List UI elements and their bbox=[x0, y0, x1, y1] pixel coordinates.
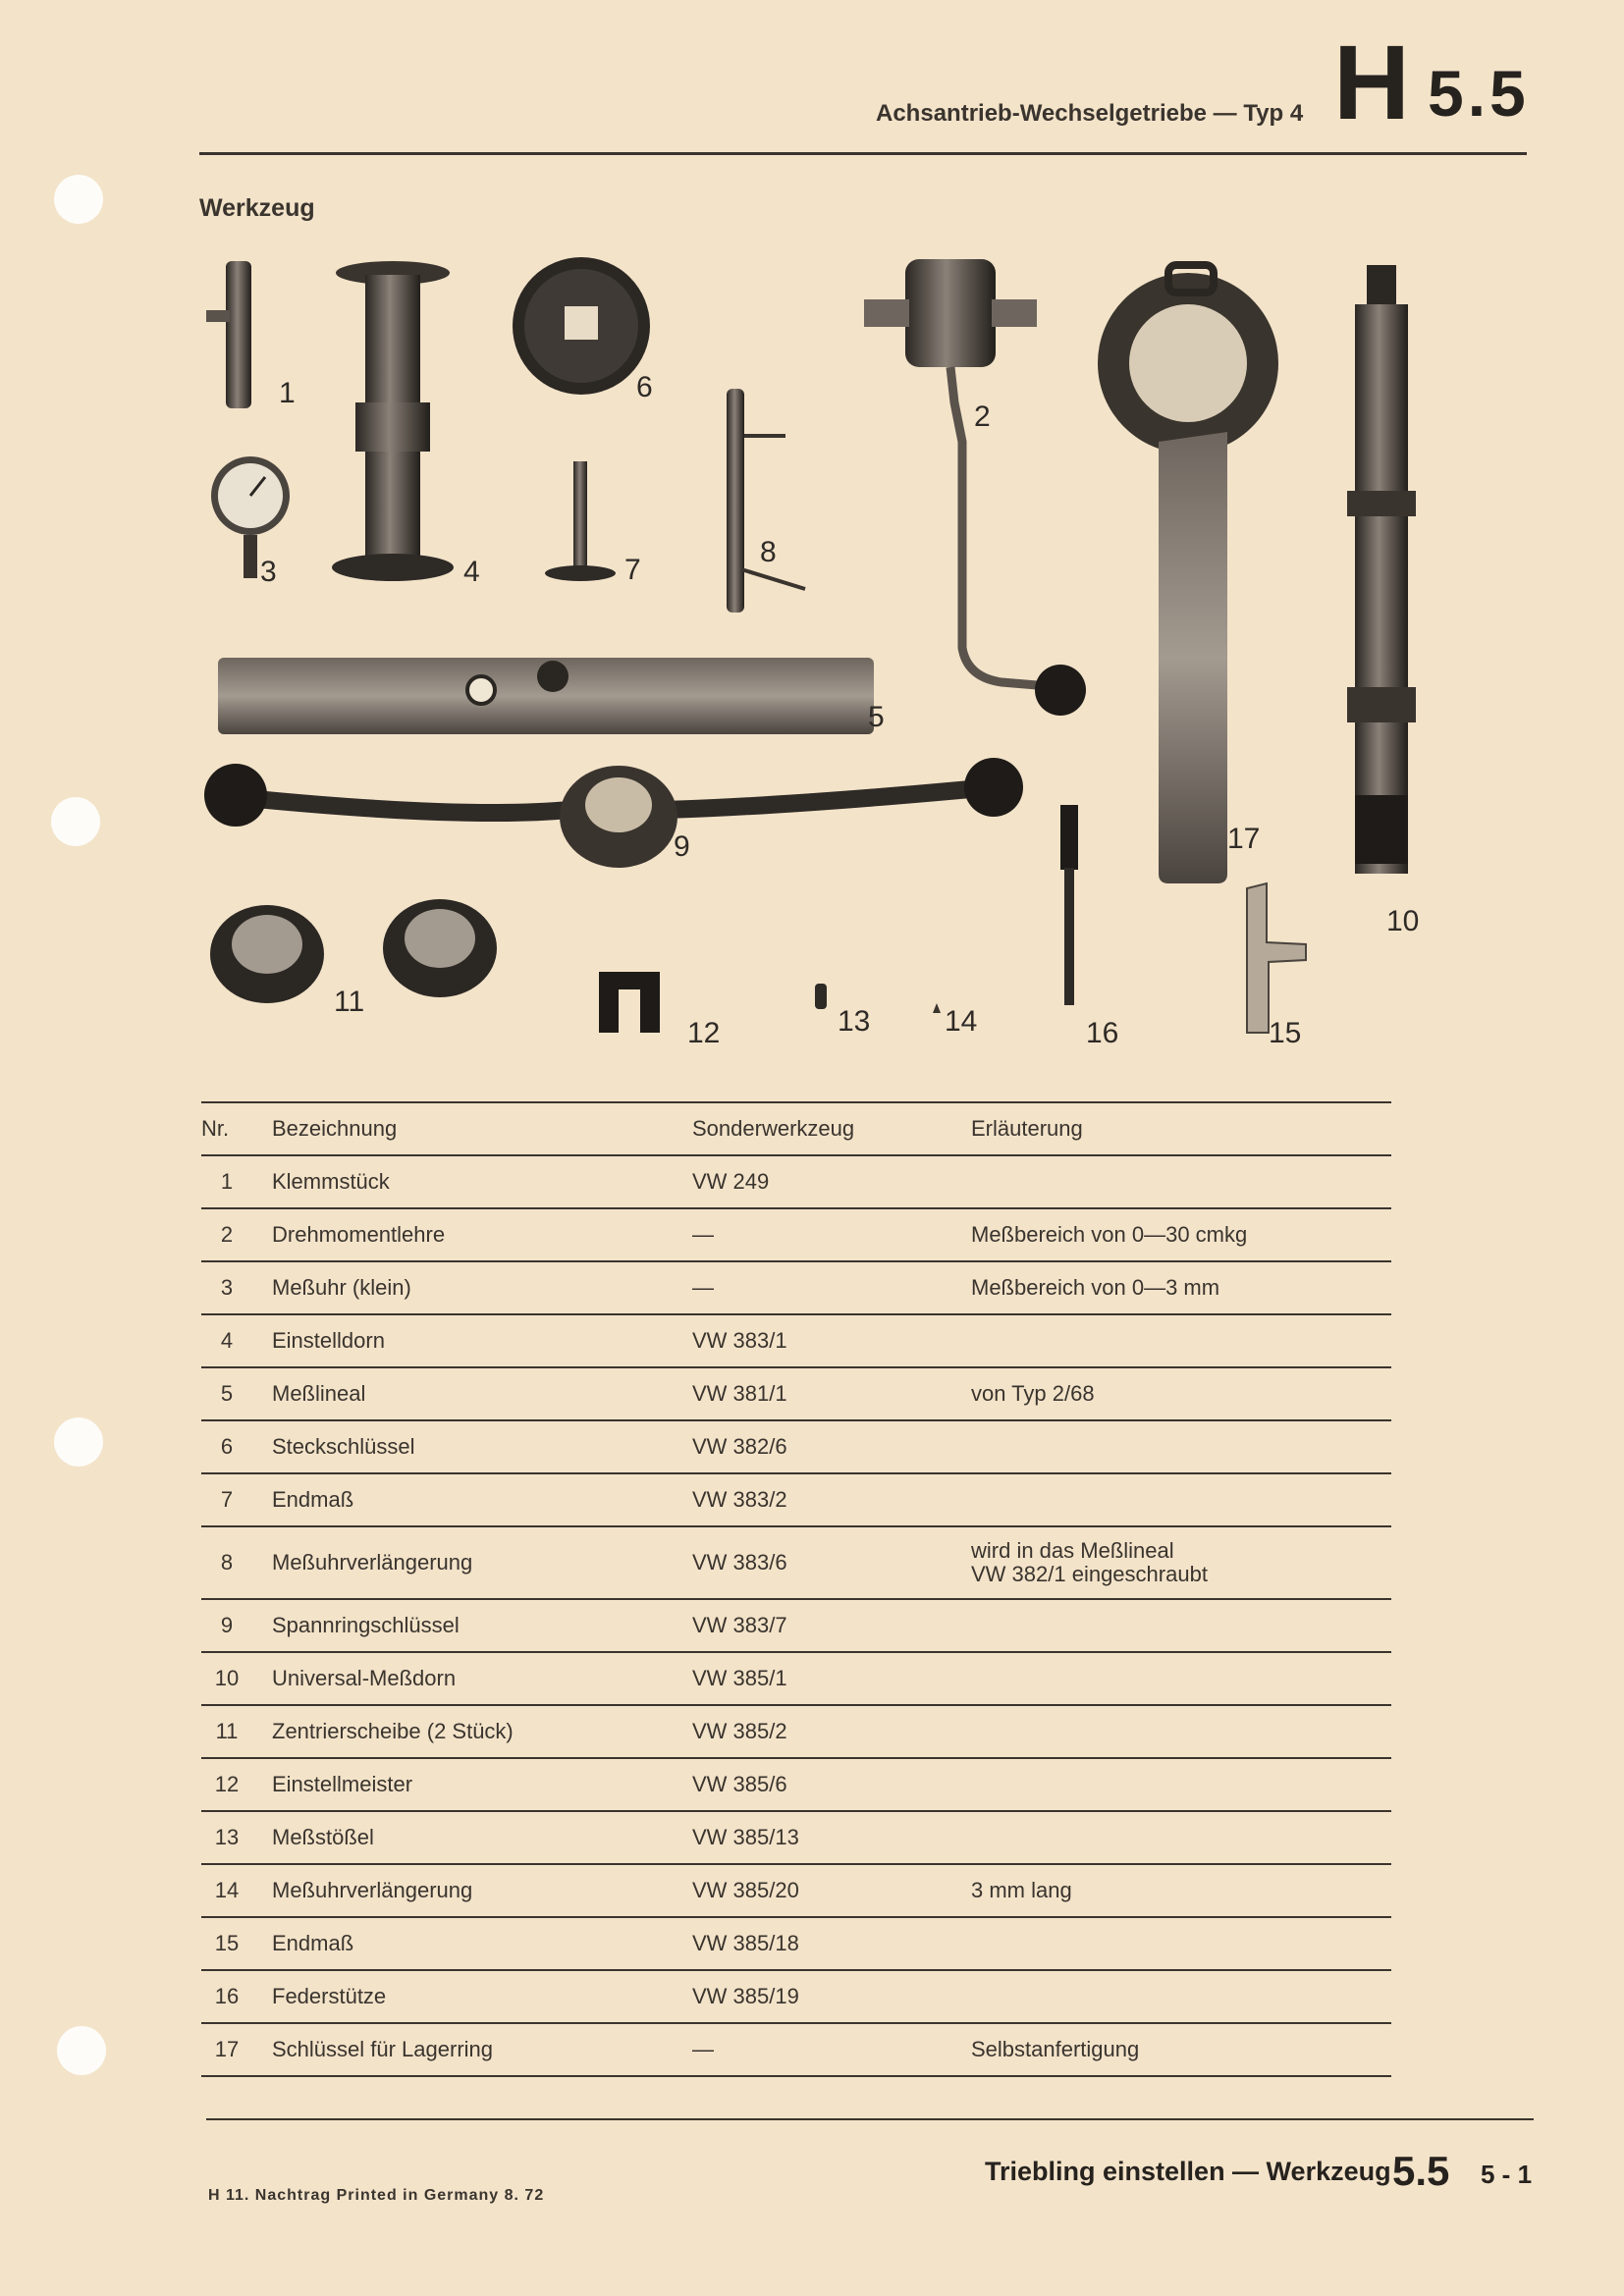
cell-bezeichnung: Endmaß bbox=[272, 1917, 692, 1970]
table-row bbox=[201, 1652, 1391, 1705]
callout-13: 13 bbox=[838, 1005, 871, 1038]
cell-nr: 3 bbox=[201, 1261, 272, 1314]
cell-nr: 7 bbox=[201, 1473, 272, 1526]
header-section-number: 5.5 bbox=[1428, 57, 1530, 130]
tool-16-spring-support bbox=[1060, 805, 1078, 1005]
callout-17: 17 bbox=[1227, 823, 1261, 855]
cell-bezeichnung: Steckschlüssel bbox=[272, 1420, 692, 1473]
callout-8: 8 bbox=[760, 536, 777, 568]
col-header-erlaeuterung: Erläuterung bbox=[971, 1102, 1391, 1155]
table-row bbox=[201, 1155, 1391, 1208]
callout-12: 12 bbox=[687, 1017, 721, 1049]
cell-sonderwerkzeug: VW 383/6 bbox=[692, 1526, 971, 1599]
callout-10: 10 bbox=[1386, 905, 1420, 937]
cell-erlaeuterung: wird in das Meßlineal VW 382/1 eingeschraubt bbox=[971, 1526, 1391, 1599]
cell-bezeichnung: Klemmstück bbox=[272, 1155, 692, 1208]
cell-sonderwerkzeug: — bbox=[692, 1208, 971, 1261]
footer-title: Triebling einstellen — Werkzeug bbox=[985, 2157, 1391, 2186]
cell-nr: 5 bbox=[201, 1367, 272, 1420]
table-row bbox=[201, 1970, 1391, 2023]
cell-nr: 10 bbox=[201, 1652, 272, 1705]
tool-7-end-gauge bbox=[545, 461, 616, 581]
cell-bezeichnung: Universal-Meßdorn bbox=[272, 1652, 692, 1705]
cell-sonderwerkzeug: VW 385/19 bbox=[692, 1970, 971, 2023]
cell-bezeichnung: Meßuhrverlängerung bbox=[272, 1864, 692, 1917]
tool-1-clamp-piece bbox=[206, 261, 251, 408]
tools-table bbox=[201, 1101, 1391, 2077]
callout-11: 11 bbox=[334, 986, 365, 1018]
cell-nr: 9 bbox=[201, 1599, 272, 1652]
cell-sonderwerkzeug: VW 249 bbox=[692, 1155, 971, 1208]
cell-erlaeuterung: von Typ 2/68 bbox=[971, 1367, 1391, 1420]
cell-sonderwerkzeug: VW 385/20 bbox=[692, 1864, 971, 1917]
callout-6: 6 bbox=[636, 371, 653, 403]
callout-5: 5 bbox=[868, 701, 885, 733]
cell-nr: 14 bbox=[201, 1864, 272, 1917]
punch-hole-2 bbox=[51, 797, 100, 846]
cell-nr: 11 bbox=[201, 1705, 272, 1758]
cell-nr: 16 bbox=[201, 1970, 272, 2023]
table-row bbox=[201, 1526, 1391, 1599]
footer-section-number: 5.5 bbox=[1392, 2148, 1450, 2194]
cell-sonderwerkzeug: VW 382/6 bbox=[692, 1420, 971, 1473]
table-row bbox=[201, 1758, 1391, 1811]
table-row bbox=[201, 1208, 1391, 1261]
table-row bbox=[201, 1917, 1391, 1970]
cell-nr: 4 bbox=[201, 1314, 272, 1367]
cell-erlaeuterung bbox=[971, 1314, 1391, 1367]
cell-bezeichnung: Meßlineal bbox=[272, 1367, 692, 1420]
table-row bbox=[201, 1473, 1391, 1526]
tool-10-universal-mandrel bbox=[1347, 265, 1416, 874]
cell-sonderwerkzeug: — bbox=[692, 1261, 971, 1314]
footer-rule bbox=[206, 2118, 1534, 2120]
cell-sonderwerkzeug: VW 385/2 bbox=[692, 1705, 971, 1758]
cell-sonderwerkzeug: VW 383/7 bbox=[692, 1599, 971, 1652]
table-row bbox=[201, 2023, 1391, 2076]
table-row bbox=[201, 1420, 1391, 1473]
cell-bezeichnung: Einstelldorn bbox=[272, 1314, 692, 1367]
cell-erlaeuterung bbox=[971, 1917, 1391, 1970]
cell-erlaeuterung bbox=[971, 1599, 1391, 1652]
table-row bbox=[201, 1811, 1391, 1864]
cell-erlaeuterung bbox=[971, 1758, 1391, 1811]
tool-14-dial-extension-short bbox=[933, 1003, 941, 1013]
tool-6-socket-wrench bbox=[513, 257, 650, 395]
cell-nr: 17 bbox=[201, 2023, 272, 2076]
cell-erlaeuterung: Meßbereich von 0—3 mm bbox=[971, 1261, 1391, 1314]
tool-15-end-gauge bbox=[1247, 883, 1306, 1033]
punch-hole-1 bbox=[54, 175, 103, 224]
table-row bbox=[201, 1705, 1391, 1758]
cell-bezeichnung: Meßuhrverlängerung bbox=[272, 1526, 692, 1599]
cell-erlaeuterung: Selbstanfertigung bbox=[971, 2023, 1391, 2076]
cell-bezeichnung: Spannringschlüssel bbox=[272, 1599, 692, 1652]
col-header-bezeichnung: Bezeichnung bbox=[272, 1102, 692, 1155]
table-row bbox=[201, 1261, 1391, 1314]
tools-figure bbox=[187, 245, 1522, 1070]
cell-sonderwerkzeug: — bbox=[692, 2023, 971, 2076]
cell-erlaeuterung bbox=[971, 1652, 1391, 1705]
tool-12-setting-master bbox=[599, 972, 660, 1033]
cell-nr: 1 bbox=[201, 1155, 272, 1208]
cell-sonderwerkzeug: VW 381/1 bbox=[692, 1367, 971, 1420]
callout-14: 14 bbox=[945, 1005, 978, 1038]
cell-sonderwerkzeug: VW 385/6 bbox=[692, 1758, 971, 1811]
tool-2-torque-gauge bbox=[864, 259, 1086, 716]
col-header-sonderwerkzeug: Sonderwerkzeug bbox=[692, 1102, 971, 1155]
cell-nr: 12 bbox=[201, 1758, 272, 1811]
callout-15: 15 bbox=[1269, 1017, 1302, 1049]
cell-bezeichnung: Meßuhr (klein) bbox=[272, 1261, 692, 1314]
tool-5-measuring-ruler bbox=[218, 658, 874, 734]
table-row bbox=[201, 1367, 1391, 1420]
section-title: Werkzeug bbox=[199, 194, 315, 222]
cell-bezeichnung: Drehmomentlehre bbox=[272, 1208, 692, 1261]
punch-hole-4 bbox=[57, 2026, 106, 2075]
header-section-letter: H bbox=[1333, 23, 1410, 141]
table-row bbox=[201, 1314, 1391, 1367]
cell-erlaeuterung: Meßbereich von 0—30 cmkg bbox=[971, 1208, 1391, 1261]
header-rule bbox=[199, 152, 1527, 155]
cell-nr: 8 bbox=[201, 1526, 272, 1599]
cell-sonderwerkzeug: VW 383/2 bbox=[692, 1473, 971, 1526]
cell-sonderwerkzeug: VW 385/18 bbox=[692, 1917, 971, 1970]
table-row bbox=[201, 1599, 1391, 1652]
header-title: Achsantrieb-Wechselgetriebe — Typ 4 bbox=[876, 100, 1304, 127]
cell-nr: 6 bbox=[201, 1420, 272, 1473]
cell-nr: 15 bbox=[201, 1917, 272, 1970]
callout-1: 1 bbox=[279, 377, 296, 409]
tool-3-dial-gauge bbox=[211, 456, 290, 578]
cell-sonderwerkzeug: VW 385/1 bbox=[692, 1652, 971, 1705]
cell-bezeichnung: Endmaß bbox=[272, 1473, 692, 1526]
tool-4-setting-mandrel bbox=[332, 261, 454, 581]
callout-16: 16 bbox=[1086, 1017, 1119, 1049]
callout-9: 9 bbox=[674, 830, 690, 863]
tool-17-bearing-ring-wrench bbox=[1098, 265, 1278, 883]
cell-erlaeuterung bbox=[971, 1811, 1391, 1864]
cell-sonderwerkzeug: VW 385/13 bbox=[692, 1811, 971, 1864]
callout-2: 2 bbox=[974, 400, 991, 433]
cell-bezeichnung: Federstütze bbox=[272, 1970, 692, 2023]
callout-7: 7 bbox=[624, 554, 641, 586]
tool-13-gauge-plunger bbox=[815, 984, 827, 1009]
cell-bezeichnung: Zentrierscheibe (2 Stück) bbox=[272, 1705, 692, 1758]
footer-page-number: 5 - 1 bbox=[1481, 2160, 1533, 2189]
cell-erlaeuterung bbox=[971, 1970, 1391, 2023]
callout-4: 4 bbox=[463, 556, 480, 588]
cell-erlaeuterung bbox=[971, 1473, 1391, 1526]
callout-3: 3 bbox=[260, 556, 277, 588]
cell-bezeichnung: Einstellmeister bbox=[272, 1758, 692, 1811]
cell-nr: 2 bbox=[201, 1208, 272, 1261]
cell-sonderwerkzeug: VW 383/1 bbox=[692, 1314, 971, 1367]
footer-imprint: H 11. Nachtrag Printed in Germany 8. 72 bbox=[208, 2187, 545, 2204]
punch-hole-3 bbox=[54, 1417, 103, 1467]
cell-erlaeuterung bbox=[971, 1705, 1391, 1758]
cell-nr: 13 bbox=[201, 1811, 272, 1864]
table-header-row bbox=[201, 1102, 1391, 1155]
cell-erlaeuterung bbox=[971, 1420, 1391, 1473]
col-header-nr: Nr. bbox=[201, 1102, 272, 1155]
cell-bezeichnung: Schlüssel für Lagerring bbox=[272, 2023, 692, 2076]
tool-9-clamping-ring-wrench bbox=[204, 758, 1023, 868]
cell-bezeichnung: Meßstößel bbox=[272, 1811, 692, 1864]
cell-erlaeuterung: 3 mm lang bbox=[971, 1864, 1391, 1917]
table-row bbox=[201, 1864, 1391, 1917]
tool-8-dial-extension bbox=[727, 389, 805, 613]
cell-erlaeuterung bbox=[971, 1155, 1391, 1208]
